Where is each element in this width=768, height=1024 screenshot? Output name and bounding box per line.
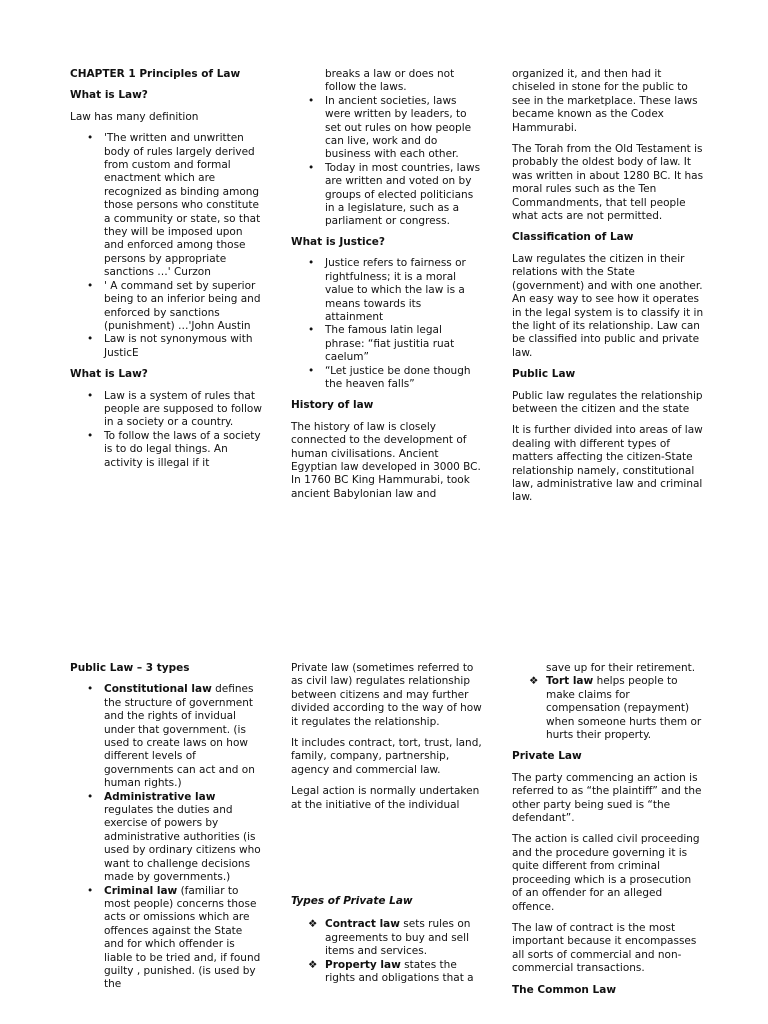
bullet-icon: • [87, 683, 94, 696]
public-law-text: Public law regulates the relationship between the citizen and the state [512, 389, 703, 415]
bullet-icon: • [87, 884, 94, 897]
term: Property law [325, 958, 401, 971]
diamond-bullet-icon: ❖ [308, 918, 318, 931]
list-item: breaks a law or does not follow the laws. [325, 68, 455, 94]
s2-column-2 [291, 662, 482, 994]
definitions-list [70, 132, 262, 360]
list-item: • Administrative law regulates the duties and exercise of powers by administrative authorities (is used by ordinary citizens who want to challenge decisions made by governments.) [87, 790, 261, 884]
list-item: • Criminal law (familiar to most people) concerns those acts or omissions which are offences against the State and for which offender is liable to be tried and, if found guilty , punished. (is used by the [87, 884, 261, 991]
bullet-icon: • [308, 364, 315, 377]
heading-history-of-law: History of law [291, 399, 374, 412]
list-item: • Justice refers to fairness or rightfulness; it is a moral value to which the law is a means towards its attainment [308, 257, 466, 323]
term: Tort law [546, 675, 594, 688]
list-item: • Today in most countries, laws are written and voted on by groups of elected politicians in a legislature, such as a parliament or congress. [308, 161, 481, 228]
list-item: ❖ Tort law helps people to make claims for compensation (repayment) when someone hurts them or hurts their property. [529, 675, 702, 742]
continued-list [291, 68, 482, 229]
contract-importance-text: The law of contract is the most important because it encompasses all sorts of commercial and non-commercial transactions. [512, 921, 697, 975]
list-item: ❖ Contract law sets rules on agreements to buy and sell items and services. [308, 918, 471, 958]
heading-what-is-law-2: What is Law? [70, 368, 148, 381]
term: Criminal law [104, 884, 178, 897]
heading-types-of-private-law: Types of Private Law [291, 895, 413, 908]
diamond-bullet-icon: ❖ [529, 675, 539, 688]
term: Contract law [325, 918, 400, 931]
heading-public-law: Public Law [512, 368, 576, 381]
list-item: • The famous latin legal phrase: “fiat justitia ruat caelum” [308, 324, 455, 364]
list-item: • To follow the laws of a society is to do legal things. An activity is illegal if it [87, 429, 261, 469]
term: Administrative law [104, 790, 216, 803]
classification-text: Law regulates the citizen in their relations with the State (government) and with one another. An easy way to see how it operates in the legal system is to classify it in the light of its relationship. Law can be classified into public and private law. [512, 252, 704, 359]
intro-text: Law has many definition [70, 110, 199, 123]
s2-column-3 [512, 662, 704, 1005]
list-item: • 'The written and unwritten body of rules largely derived from custom and formal enactment which are recognized as binding among those persons who constitute a community or state, so that they will be imposed upon and enforced among those persons by appropriate sanctions …' Curzon [87, 132, 261, 279]
heading-what-is-law: What is Law? [70, 89, 148, 102]
bullet-icon: • [308, 324, 315, 337]
justice-list [291, 257, 482, 391]
s1-column-2 [291, 68, 482, 509]
bullet-icon: • [308, 257, 315, 270]
bullet-icon: • [308, 161, 315, 174]
bullet-icon: • [308, 94, 315, 107]
law-list [70, 390, 262, 470]
history-text: The history of law is closely connected to the development of human civilisations. Ancient Egyptian law developed in 3000 BC. In 1760 BC King Hammurabi, took ancient Babylonian law and [291, 420, 481, 500]
heading-public-law-types: Public Law – 3 types [70, 662, 190, 674]
s2-column-1 [70, 662, 262, 1000]
heading-what-is-justice: What is Justice? [291, 235, 386, 248]
list-item: • “Let justice be done though the heaven falls” [308, 364, 471, 390]
bullet-icon: • [87, 429, 94, 442]
bullet-icon: • [87, 279, 94, 292]
includes-text: It includes contract, tort, trust, land, family, company, partnership, agency and commercial law. [291, 737, 482, 776]
civil-proceeding-text: The action is called civil proceeding and the procedure governing it is quite different from criminal proceeding which is a prosecution of an offender for an alleged offence. [512, 833, 700, 913]
heading-classification: Classification of Law [512, 231, 634, 244]
bullet-icon: • [87, 790, 94, 803]
plaintiff-text: The party commencing an action is referred to as “the plaintiff” and the other party being sued is “the defendant”. [512, 771, 702, 825]
list-item: • Law is a system of rules that people are supposed to follow in a society or a country. [87, 389, 262, 429]
list-item: • Law is not synonymous with JusticE [87, 333, 253, 359]
term: Constitutional law [104, 683, 212, 696]
s1-column-3 [512, 68, 704, 513]
legal-action-text: Legal action is normally undertaken at the initiative of the individual [291, 785, 480, 811]
continued-list [512, 662, 704, 742]
public-law-areas-text: It is further divided into areas of law dealing with different types of matters affecting the citizen-State relationship namely, constitutional law, administrative law and criminal law. [512, 424, 703, 504]
hammurabi-text: organized it, and then had it chiseled in stone for the public to see in the marketplace. These laws became known as the Codex Hammurabi. [512, 68, 698, 134]
list-item: • Constitutional law defines the structure of government and the rights of invidual under that government. (is used to create laws on how different levels of governments can act and on human rights.) [87, 683, 255, 790]
chapter-title: CHAPTER 1 Principles of Law [70, 68, 241, 80]
private-law-types-list [291, 918, 482, 985]
s1-column-1 [70, 68, 262, 478]
list-item: • ' A command set by superior being to an inferior being and enforced by sanctions (punishment) …'John Austin [87, 279, 261, 332]
private-law-text: Private law (sometimes referred to as civil law) regulates relationship between citizens and may further divided according to the way of how it regulates the relationship. [291, 662, 482, 728]
heading-common-law: The Common Law [512, 983, 617, 996]
list-item: ❖ Property law states the rights and obligations that a [308, 958, 474, 985]
bullet-icon: • [87, 389, 94, 402]
diamond-bullet-icon: ❖ [308, 958, 318, 971]
list-item: • In ancient societies, laws were written by leaders, to set out rules on how people can live, work and do business with each other. [308, 94, 472, 161]
list-item: save up for their retirement. [546, 662, 696, 674]
heading-private-law: Private Law [512, 750, 582, 763]
public-law-types-list [70, 683, 262, 991]
torah-text: The Torah from the Old Testament is probably the oldest body of law. It was written in about 1280 BC. It has moral rules such as the Ten Commandments, that tell people what acts are not permitted. [512, 143, 704, 223]
bullet-icon: • [87, 132, 94, 145]
bullet-icon: • [87, 333, 94, 346]
